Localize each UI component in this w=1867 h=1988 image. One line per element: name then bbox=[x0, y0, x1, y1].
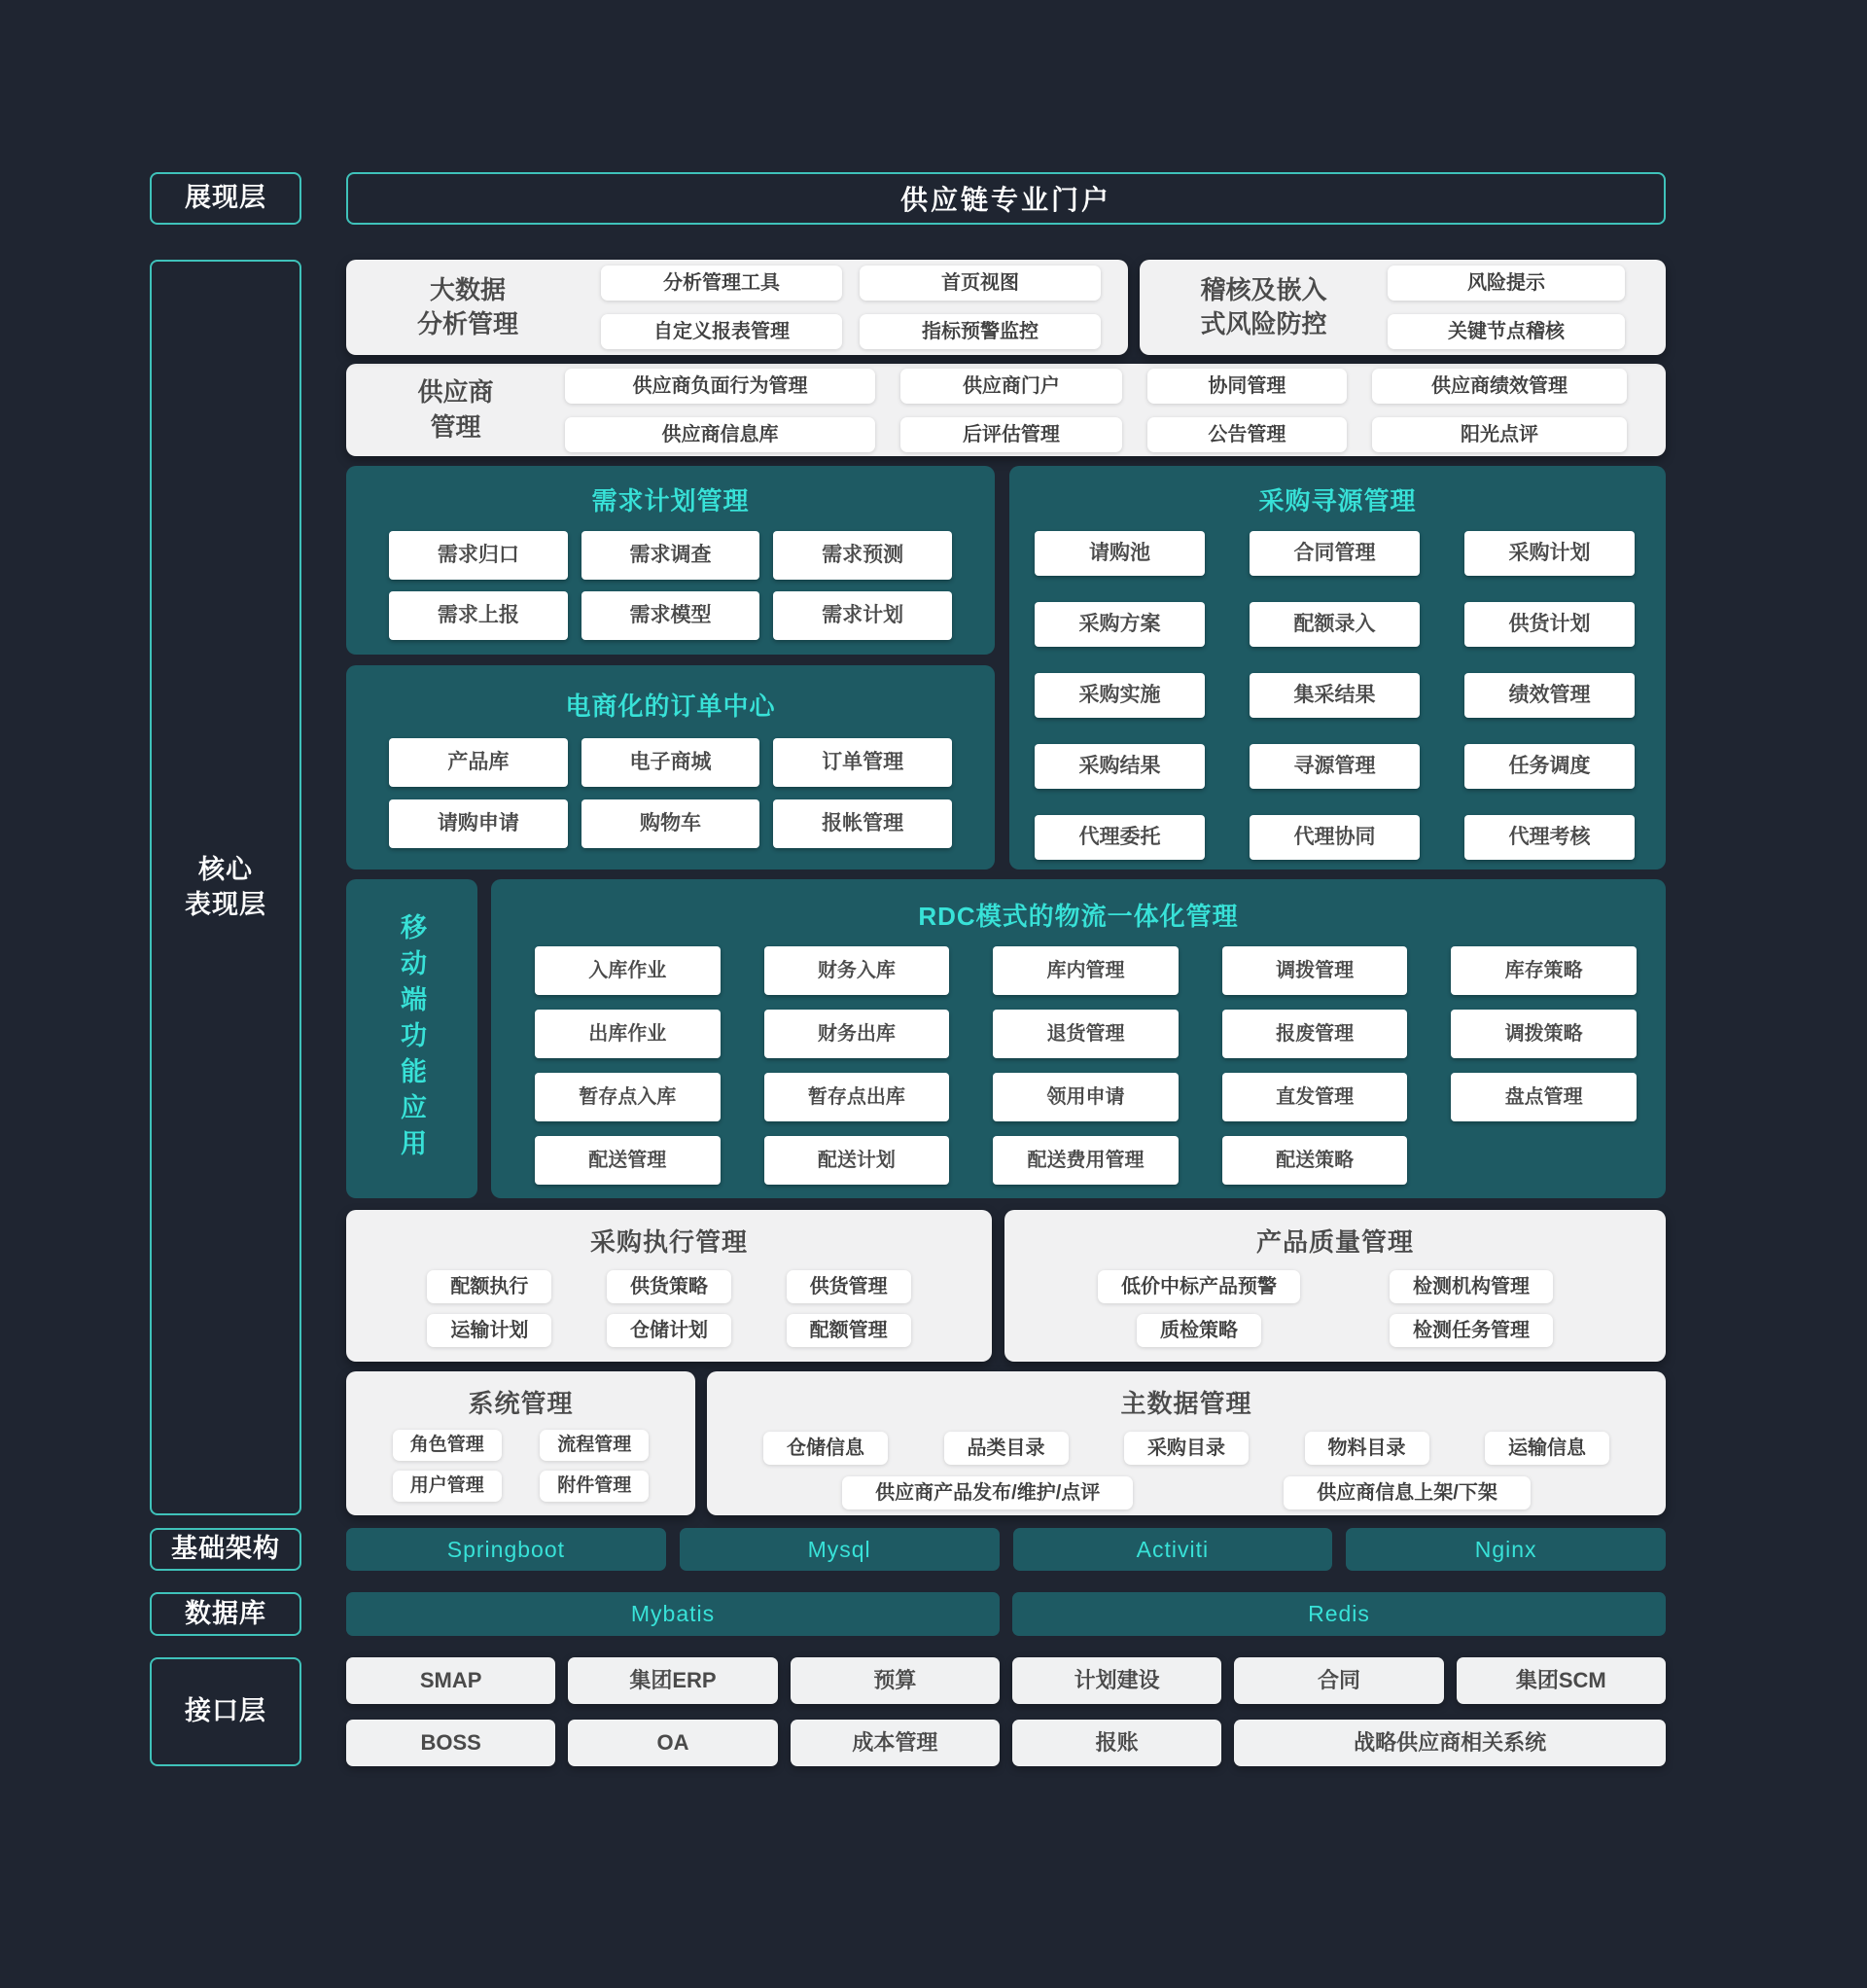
interface-system: BOSS bbox=[346, 1720, 555, 1766]
rdc-item: 配送费用管理 bbox=[993, 1136, 1179, 1185]
exec-item: 供货策略 bbox=[607, 1270, 731, 1303]
supplier-item: 公告管理 bbox=[1147, 417, 1347, 452]
rdc-item: 财务出库 bbox=[764, 1010, 950, 1058]
order-center-item: 电子商城 bbox=[581, 738, 760, 787]
exec-item: 运输计划 bbox=[427, 1314, 551, 1347]
panel-procurement-sourcing bbox=[1009, 466, 1666, 870]
sourcing-item: 代理考核 bbox=[1464, 815, 1635, 860]
database-tech-bar: Mybatis bbox=[346, 1592, 1000, 1636]
sourcing-item: 供货计划 bbox=[1464, 602, 1635, 647]
master-data-item: 供应商产品发布/维护/点评 bbox=[842, 1476, 1133, 1509]
supplier-item: 供应商门户 bbox=[900, 369, 1122, 404]
supplier-item: 后评估管理 bbox=[900, 417, 1122, 452]
sourcing-item: 配额录入 bbox=[1250, 602, 1420, 647]
supplier-item: 协同管理 bbox=[1147, 369, 1347, 404]
rdc-item: 暂存点出库 bbox=[764, 1073, 950, 1121]
main-content bbox=[346, 172, 1666, 1766]
rdc-item: 配送策略 bbox=[1222, 1136, 1408, 1185]
panel-exec-title: 采购执行管理 bbox=[589, 1227, 748, 1257]
panel-quality-title: 产品质量管理 bbox=[1255, 1227, 1414, 1257]
master-data-item: 仓储信息 bbox=[763, 1432, 888, 1465]
demand-item: 需求计划 bbox=[773, 591, 952, 640]
interface-system: 计划建设 bbox=[1012, 1657, 1221, 1704]
panel-demand-title: 需求计划管理 bbox=[591, 486, 750, 515]
layer-label-core-line2: 表现层 bbox=[185, 889, 266, 919]
panel-order-center bbox=[346, 665, 995, 870]
rdc-item: 报废管理 bbox=[1222, 1010, 1408, 1058]
layer-label-infrastructure: 基础架构 bbox=[150, 1528, 301, 1571]
order-center-item: 报帐管理 bbox=[773, 799, 952, 848]
infrastructure-tech-bar: Springboot bbox=[346, 1528, 666, 1571]
panel-bigdata-title bbox=[346, 273, 589, 341]
rdc-item: 调拨管理 bbox=[1222, 946, 1408, 995]
portal-banner: 供应链专业门户 bbox=[346, 172, 1666, 225]
panel-mobile-app bbox=[346, 879, 477, 1198]
master-data-row1 bbox=[763, 1432, 1609, 1465]
master-data-item: 采购目录 bbox=[1124, 1432, 1249, 1465]
execution-quality-row bbox=[346, 1210, 1666, 1362]
rdc-item: 盘点管理 bbox=[1451, 1073, 1637, 1121]
panel-procurement-execution bbox=[346, 1210, 992, 1362]
rdc-item: 财务入库 bbox=[764, 946, 950, 995]
panel-audit-risk bbox=[1140, 260, 1666, 355]
system-item: 角色管理 bbox=[393, 1430, 502, 1461]
audit-item: 风险提示 bbox=[1388, 266, 1625, 301]
interface-system: 集团ERP bbox=[568, 1657, 777, 1704]
panel-product-quality bbox=[1004, 1210, 1666, 1362]
interface-system: 集团SCM bbox=[1457, 1657, 1666, 1704]
sourcing-item: 代理协同 bbox=[1250, 815, 1420, 860]
bigdata-items bbox=[601, 266, 1101, 349]
order-center-item: 请购申请 bbox=[389, 799, 568, 848]
audit-items bbox=[1388, 266, 1625, 349]
panel-sourcing-title: 采购寻源管理 bbox=[1258, 486, 1417, 515]
interface-system: 报账 bbox=[1012, 1720, 1221, 1766]
demand-item: 需求模型 bbox=[581, 591, 760, 640]
rdc-item: 调拨策略 bbox=[1451, 1010, 1637, 1058]
rdc-item: 库存策略 bbox=[1451, 946, 1637, 995]
system-masterdata-row bbox=[346, 1371, 1666, 1515]
panel-bigdata-title-line2: 分析管理 bbox=[416, 309, 518, 338]
demand-item: 需求归口 bbox=[389, 531, 568, 580]
audit-item: 关键节点稽核 bbox=[1388, 314, 1625, 349]
order-center-item: 订单管理 bbox=[773, 738, 952, 787]
sourcing-item: 寻源管理 bbox=[1250, 744, 1420, 789]
exec-item: 配额执行 bbox=[427, 1270, 551, 1303]
rdc-item: 暂存点入库 bbox=[535, 1073, 721, 1121]
sourcing-item: 采购结果 bbox=[1035, 744, 1205, 789]
interface-system: 预算 bbox=[791, 1657, 1000, 1704]
infrastructure-bar-row bbox=[346, 1528, 1666, 1571]
rdc-item: 库内管理 bbox=[993, 946, 1179, 995]
rdc-item: 配送管理 bbox=[535, 1136, 721, 1185]
sourcing-item: 采购方案 bbox=[1035, 602, 1205, 647]
interface-system: 成本管理 bbox=[791, 1720, 1000, 1766]
demand-item: 需求上报 bbox=[389, 591, 568, 640]
sourcing-item: 任务调度 bbox=[1464, 744, 1635, 789]
supplier-item: 阳光点评 bbox=[1372, 417, 1627, 452]
bigdata-item: 首页视图 bbox=[860, 266, 1101, 301]
panel-audit-title-line2: 式风险防控 bbox=[1200, 309, 1327, 338]
database-bar-row bbox=[346, 1592, 1666, 1636]
panel-supplier-management bbox=[346, 364, 1666, 456]
rdc-item: 出库作业 bbox=[535, 1010, 721, 1058]
sourcing-item: 合同管理 bbox=[1250, 531, 1420, 576]
logistics-section bbox=[346, 879, 1666, 1198]
panel-rdc-logistics bbox=[491, 879, 1666, 1198]
sourcing-item: 采购实施 bbox=[1035, 673, 1205, 718]
exec-item: 仓储计划 bbox=[607, 1314, 731, 1347]
interface-system: 战略供应商相关系统 bbox=[1234, 1720, 1666, 1766]
infrastructure-tech-bar: Mysql bbox=[680, 1528, 1000, 1571]
panel-master-title: 主数据管理 bbox=[1120, 1389, 1252, 1418]
panel-system-management bbox=[346, 1371, 695, 1515]
analytics-audit-row bbox=[346, 260, 1666, 355]
panel-audit-title-line1: 稽核及嵌入 bbox=[1200, 274, 1327, 304]
exec-item: 配额管理 bbox=[787, 1314, 911, 1347]
rdc-item: 入库作业 bbox=[535, 946, 721, 995]
panel-bigdata-title-line1: 大数据 bbox=[429, 274, 506, 304]
bigdata-item: 自定义报表管理 bbox=[601, 314, 842, 349]
master-data-item: 运输信息 bbox=[1485, 1432, 1609, 1465]
order-center-items bbox=[389, 738, 952, 848]
quality-item: 检测任务管理 bbox=[1390, 1314, 1553, 1347]
order-center-item: 购物车 bbox=[581, 799, 760, 848]
rdc-item: 配送计划 bbox=[764, 1136, 950, 1185]
demand-item: 需求调查 bbox=[581, 531, 760, 580]
exec-items bbox=[400, 1270, 938, 1347]
sourcing-items bbox=[1035, 531, 1635, 860]
sourcing-item: 采购计划 bbox=[1464, 531, 1635, 576]
panel-bigdata-analytics bbox=[346, 260, 1128, 355]
sourcing-item: 绩效管理 bbox=[1464, 673, 1635, 718]
interface-system: SMAP bbox=[346, 1657, 555, 1704]
interface-row1 bbox=[346, 1657, 1666, 1704]
bigdata-item: 分析管理工具 bbox=[601, 266, 842, 301]
supplier-item: 供应商信息库 bbox=[565, 417, 875, 452]
panel-mobile-title: 移动端功能应用 bbox=[397, 912, 426, 1165]
quality-item: 低价中标产品预警 bbox=[1098, 1270, 1300, 1303]
panel-supplier-title-line1: 供应商 bbox=[417, 377, 494, 408]
master-data-item: 供应商信息上架/下架 bbox=[1284, 1476, 1531, 1509]
mid-left-column bbox=[346, 466, 995, 870]
demand-item: 需求预测 bbox=[773, 531, 952, 580]
rdc-item: 直发管理 bbox=[1222, 1073, 1408, 1121]
system-item: 用户管理 bbox=[393, 1471, 502, 1502]
panel-master-data bbox=[707, 1371, 1666, 1515]
interface-system: OA bbox=[568, 1720, 777, 1766]
database-tech-bar: Redis bbox=[1012, 1592, 1666, 1636]
quality-item: 检测机构管理 bbox=[1390, 1270, 1553, 1303]
panel-system-title: 系统管理 bbox=[468, 1389, 574, 1418]
rdc-item: 退货管理 bbox=[993, 1010, 1179, 1058]
layer-label-core-line1: 核心 bbox=[198, 855, 253, 885]
panel-audit-title bbox=[1140, 273, 1388, 341]
master-data-row2 bbox=[707, 1476, 1666, 1509]
interface-system: 合同 bbox=[1234, 1657, 1443, 1704]
panel-rdc-title: RDC模式的物流一体化管理 bbox=[918, 902, 1239, 931]
rdc-items bbox=[535, 946, 1637, 1185]
panel-order-title: 电商化的订单中心 bbox=[565, 692, 776, 721]
master-data-item: 物料目录 bbox=[1305, 1432, 1429, 1465]
quality-item: 质检策略 bbox=[1137, 1314, 1261, 1347]
layer-label-core bbox=[150, 260, 301, 1515]
panel-demand-planning bbox=[346, 466, 995, 655]
system-item: 流程管理 bbox=[540, 1430, 649, 1461]
bigdata-item: 指标预警监控 bbox=[860, 314, 1101, 349]
master-data-item: 品类目录 bbox=[944, 1432, 1069, 1465]
demand-items bbox=[389, 531, 952, 640]
interface-row2 bbox=[346, 1720, 1666, 1766]
system-item: 附件管理 bbox=[540, 1471, 649, 1502]
panel-supplier-title-line2: 管理 bbox=[430, 411, 481, 442]
supplier-item: 供应商绩效管理 bbox=[1372, 369, 1627, 404]
sourcing-item: 请购池 bbox=[1035, 531, 1205, 576]
panel-supplier-title bbox=[346, 375, 565, 444]
layer-label-interface: 接口层 bbox=[150, 1657, 301, 1766]
system-items bbox=[373, 1430, 668, 1502]
quality-items bbox=[1063, 1270, 1607, 1347]
supplier-item: 供应商负面行为管理 bbox=[565, 369, 875, 404]
layer-label-presentation: 展现层 bbox=[150, 172, 301, 225]
infrastructure-tech-bar: Nginx bbox=[1346, 1528, 1666, 1571]
layer-label-database: 数据库 bbox=[150, 1592, 301, 1636]
infrastructure-tech-bar: Activiti bbox=[1013, 1528, 1333, 1571]
sourcing-item: 集采结果 bbox=[1250, 673, 1420, 718]
order-center-item: 产品库 bbox=[389, 738, 568, 787]
mid-section bbox=[346, 466, 1666, 870]
rdc-item: 领用申请 bbox=[993, 1073, 1179, 1121]
sourcing-item: 代理委托 bbox=[1035, 815, 1205, 860]
exec-item: 供货管理 bbox=[787, 1270, 911, 1303]
supplier-items bbox=[565, 369, 1627, 452]
